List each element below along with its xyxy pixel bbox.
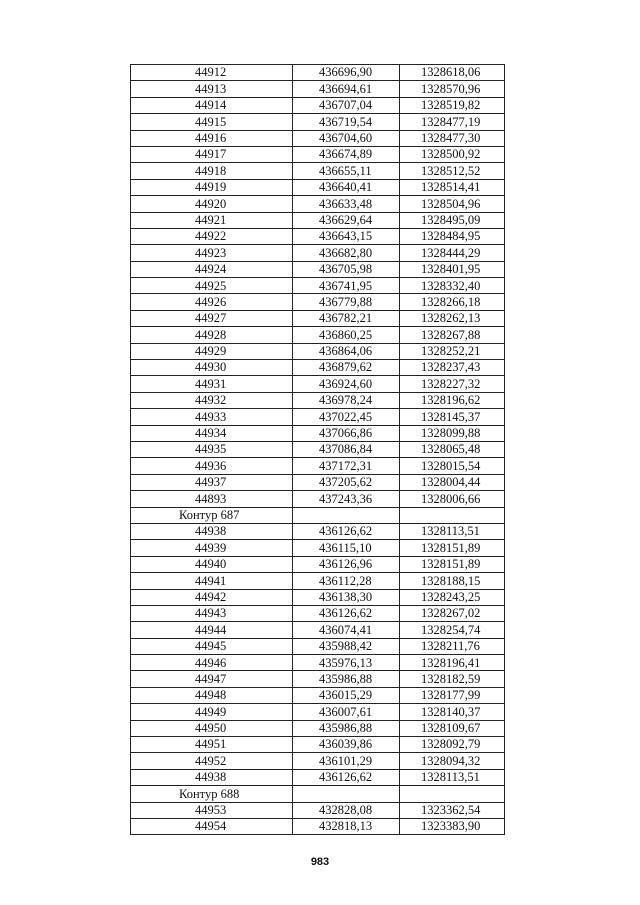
point-number-cell: 44938	[131, 523, 293, 539]
point-number-cell: 44931	[131, 376, 293, 392]
point-number-cell: 44953	[131, 802, 293, 818]
x-coordinate-cell: 436705,98	[293, 261, 400, 277]
y-coordinate-cell: 1328109,67	[400, 720, 505, 736]
point-number-cell: 44917	[131, 146, 293, 162]
point-number-cell: 44949	[131, 704, 293, 720]
y-coordinate-cell: 1328004,44	[400, 474, 505, 490]
point-number-cell: 44937	[131, 474, 293, 490]
y-coordinate-cell: 1328477,30	[400, 130, 505, 146]
y-coordinate-cell: 1328243,25	[400, 589, 505, 605]
y-coordinate-cell: 1328211,76	[400, 638, 505, 654]
table-row	[131, 425, 505, 441]
point-number-cell: 44918	[131, 163, 293, 179]
table-row	[131, 687, 505, 703]
point-number-cell: 44924	[131, 261, 293, 277]
point-number-cell: 44935	[131, 441, 293, 457]
table-row	[131, 245, 505, 261]
y-coordinate-cell: 1328477,19	[400, 114, 505, 130]
x-coordinate-cell: 436629,64	[293, 212, 400, 228]
point-number-cell: 44938	[131, 769, 293, 785]
x-coordinate-cell: 436126,96	[293, 556, 400, 572]
x-coordinate-cell: 435976,13	[293, 655, 400, 671]
table-row	[131, 114, 505, 130]
table-row	[131, 474, 505, 490]
table-row	[131, 81, 505, 97]
x-coordinate-cell: 436704,60	[293, 130, 400, 146]
point-number-cell: 44927	[131, 310, 293, 326]
empty-cell	[293, 786, 400, 802]
y-coordinate-cell: 1328332,40	[400, 278, 505, 294]
y-coordinate-cell: 1328262,13	[400, 310, 505, 326]
x-coordinate-cell: 436924,60	[293, 376, 400, 392]
table-row	[131, 491, 505, 507]
table-row	[131, 589, 505, 605]
y-coordinate-cell: 1328177,99	[400, 687, 505, 703]
point-number-cell: 44954	[131, 818, 293, 834]
x-coordinate-cell: 436694,61	[293, 81, 400, 97]
x-coordinate-cell: 436015,29	[293, 687, 400, 703]
empty-cell	[293, 507, 400, 523]
y-coordinate-cell: 1328444,29	[400, 245, 505, 261]
y-coordinate-cell: 1328252,21	[400, 343, 505, 359]
x-coordinate-cell: 436633,48	[293, 196, 400, 212]
point-number-cell: 44912	[131, 65, 293, 81]
y-coordinate-cell: 1328196,41	[400, 655, 505, 671]
x-coordinate-cell: 435988,42	[293, 638, 400, 654]
table-row	[131, 769, 505, 785]
point-number-cell: 44939	[131, 540, 293, 556]
x-coordinate-cell: 436074,41	[293, 622, 400, 638]
point-number-cell: 44893	[131, 491, 293, 507]
y-coordinate-cell: 1328267,88	[400, 327, 505, 343]
contour-label: Контур 688	[131, 786, 293, 802]
x-coordinate-cell: 436007,61	[293, 704, 400, 720]
y-coordinate-cell: 1328196,62	[400, 392, 505, 408]
empty-cell	[400, 507, 505, 523]
table-row	[131, 802, 505, 818]
point-number-cell: 44934	[131, 425, 293, 441]
point-number-cell: 44947	[131, 671, 293, 687]
coordinates-table-body	[131, 65, 505, 835]
y-coordinate-cell: 1328113,51	[400, 769, 505, 785]
table-row	[131, 409, 505, 425]
x-coordinate-cell: 436674,89	[293, 146, 400, 162]
point-number-cell: 44945	[131, 638, 293, 654]
table-row	[131, 360, 505, 376]
point-number-cell: 44915	[131, 114, 293, 130]
y-coordinate-cell: 1328113,51	[400, 523, 505, 539]
table-row	[131, 441, 505, 457]
y-coordinate-cell: 1323383,90	[400, 818, 505, 834]
y-coordinate-cell: 1328099,88	[400, 425, 505, 441]
table-row	[131, 228, 505, 244]
x-coordinate-cell: 436643,15	[293, 228, 400, 244]
y-coordinate-cell: 1323362,54	[400, 802, 505, 818]
point-number-cell: 44942	[131, 589, 293, 605]
empty-cell	[400, 786, 505, 802]
point-number-cell: 44913	[131, 81, 293, 97]
point-number-cell: 44926	[131, 294, 293, 310]
y-coordinate-cell: 1328514,41	[400, 179, 505, 195]
y-coordinate-cell: 1328140,37	[400, 704, 505, 720]
y-coordinate-cell: 1328145,37	[400, 409, 505, 425]
x-coordinate-cell: 436719,54	[293, 114, 400, 130]
point-number-cell: 44943	[131, 605, 293, 621]
table-row	[131, 376, 505, 392]
x-coordinate-cell: 437086,84	[293, 441, 400, 457]
table-row	[131, 523, 505, 539]
y-coordinate-cell: 1328151,89	[400, 540, 505, 556]
point-number-cell: 44932	[131, 392, 293, 408]
x-coordinate-cell: 436779,88	[293, 294, 400, 310]
x-coordinate-cell: 436126,62	[293, 605, 400, 621]
x-coordinate-cell: 436101,29	[293, 753, 400, 769]
coordinates-table	[130, 64, 505, 835]
table-row	[131, 261, 505, 277]
point-number-cell: 44941	[131, 573, 293, 589]
x-coordinate-cell: 436039,86	[293, 737, 400, 753]
table-row	[131, 753, 505, 769]
y-coordinate-cell: 1328094,32	[400, 753, 505, 769]
table-row	[131, 720, 505, 736]
y-coordinate-cell: 1328266,18	[400, 294, 505, 310]
x-coordinate-cell: 435986,88	[293, 671, 400, 687]
table-row	[131, 818, 505, 834]
point-number-cell: 44929	[131, 343, 293, 359]
point-number-cell: 44916	[131, 130, 293, 146]
table-row	[131, 671, 505, 687]
x-coordinate-cell: 436741,95	[293, 278, 400, 294]
point-number-cell: 44919	[131, 179, 293, 195]
x-coordinate-cell: 436879,62	[293, 360, 400, 376]
y-coordinate-cell: 1328151,89	[400, 556, 505, 572]
table-row	[131, 179, 505, 195]
table-row	[131, 556, 505, 572]
contour-header-row	[131, 507, 505, 523]
x-coordinate-cell: 435986,88	[293, 720, 400, 736]
y-coordinate-cell: 1328092,79	[400, 737, 505, 753]
y-coordinate-cell: 1328512,52	[400, 163, 505, 179]
y-coordinate-cell: 1328618,06	[400, 65, 505, 81]
table-row	[131, 163, 505, 179]
x-coordinate-cell: 437243,36	[293, 491, 400, 507]
x-coordinate-cell: 436640,41	[293, 179, 400, 195]
x-coordinate-cell: 436782,21	[293, 310, 400, 326]
point-number-cell: 44914	[131, 97, 293, 113]
point-number-cell: 44925	[131, 278, 293, 294]
table-row	[131, 97, 505, 113]
table-row	[131, 310, 505, 326]
y-coordinate-cell: 1328267,02	[400, 605, 505, 621]
table-row	[131, 540, 505, 556]
table-row	[131, 638, 505, 654]
x-coordinate-cell: 436978,24	[293, 392, 400, 408]
x-coordinate-cell: 436126,62	[293, 523, 400, 539]
point-number-cell: 44928	[131, 327, 293, 343]
table-row	[131, 212, 505, 228]
x-coordinate-cell: 432828,08	[293, 802, 400, 818]
x-coordinate-cell: 436138,30	[293, 589, 400, 605]
x-coordinate-cell: 436707,04	[293, 97, 400, 113]
table-row	[131, 65, 505, 81]
point-number-cell: 44923	[131, 245, 293, 261]
table-row	[131, 294, 505, 310]
x-coordinate-cell: 437205,62	[293, 474, 400, 490]
x-coordinate-cell: 436655,11	[293, 163, 400, 179]
y-coordinate-cell: 1328519,82	[400, 97, 505, 113]
y-coordinate-cell: 1328254,74	[400, 622, 505, 638]
y-coordinate-cell: 1328188,15	[400, 573, 505, 589]
table-row	[131, 605, 505, 621]
point-number-cell: 44933	[131, 409, 293, 425]
point-number-cell: 44940	[131, 556, 293, 572]
y-coordinate-cell: 1328065,48	[400, 441, 505, 457]
x-coordinate-cell: 436682,80	[293, 245, 400, 261]
point-number-cell: 44920	[131, 196, 293, 212]
x-coordinate-cell: 436860,25	[293, 327, 400, 343]
point-number-cell: 44946	[131, 655, 293, 671]
table-row	[131, 130, 505, 146]
table-row	[131, 704, 505, 720]
y-coordinate-cell: 1328006,66	[400, 491, 505, 507]
x-coordinate-cell: 437172,31	[293, 458, 400, 474]
table-row	[131, 655, 505, 671]
y-coordinate-cell: 1328500,92	[400, 146, 505, 162]
point-number-cell: 44951	[131, 737, 293, 753]
table-row	[131, 196, 505, 212]
contour-header-row	[131, 786, 505, 802]
table-row	[131, 622, 505, 638]
x-coordinate-cell: 437022,45	[293, 409, 400, 425]
y-coordinate-cell: 1328504,96	[400, 196, 505, 212]
table-row	[131, 392, 505, 408]
x-coordinate-cell: 436864,06	[293, 343, 400, 359]
table-row	[131, 343, 505, 359]
table-row	[131, 737, 505, 753]
y-coordinate-cell: 1328182,59	[400, 671, 505, 687]
y-coordinate-cell: 1328401,95	[400, 261, 505, 277]
y-coordinate-cell: 1328484,95	[400, 228, 505, 244]
table-row	[131, 458, 505, 474]
point-number-cell: 44952	[131, 753, 293, 769]
x-coordinate-cell: 436115,10	[293, 540, 400, 556]
table-row	[131, 146, 505, 162]
table-row	[131, 278, 505, 294]
y-coordinate-cell: 1328495,09	[400, 212, 505, 228]
page-number: 983	[310, 856, 330, 868]
point-number-cell: 44922	[131, 228, 293, 244]
point-number-cell: 44930	[131, 360, 293, 376]
point-number-cell: 44950	[131, 720, 293, 736]
y-coordinate-cell: 1328015,54	[400, 458, 505, 474]
x-coordinate-cell: 436112,28	[293, 573, 400, 589]
y-coordinate-cell: 1328227,32	[400, 376, 505, 392]
point-number-cell: 44921	[131, 212, 293, 228]
x-coordinate-cell: 436696,90	[293, 65, 400, 81]
x-coordinate-cell: 436126,62	[293, 769, 400, 785]
x-coordinate-cell: 437066,86	[293, 425, 400, 441]
table-row	[131, 327, 505, 343]
y-coordinate-cell: 1328237,43	[400, 360, 505, 376]
contour-label: Контур 687	[131, 507, 293, 523]
point-number-cell: 44936	[131, 458, 293, 474]
x-coordinate-cell: 432818,13	[293, 818, 400, 834]
point-number-cell: 44944	[131, 622, 293, 638]
y-coordinate-cell: 1328570,96	[400, 81, 505, 97]
point-number-cell: 44948	[131, 687, 293, 703]
table-row	[131, 573, 505, 589]
